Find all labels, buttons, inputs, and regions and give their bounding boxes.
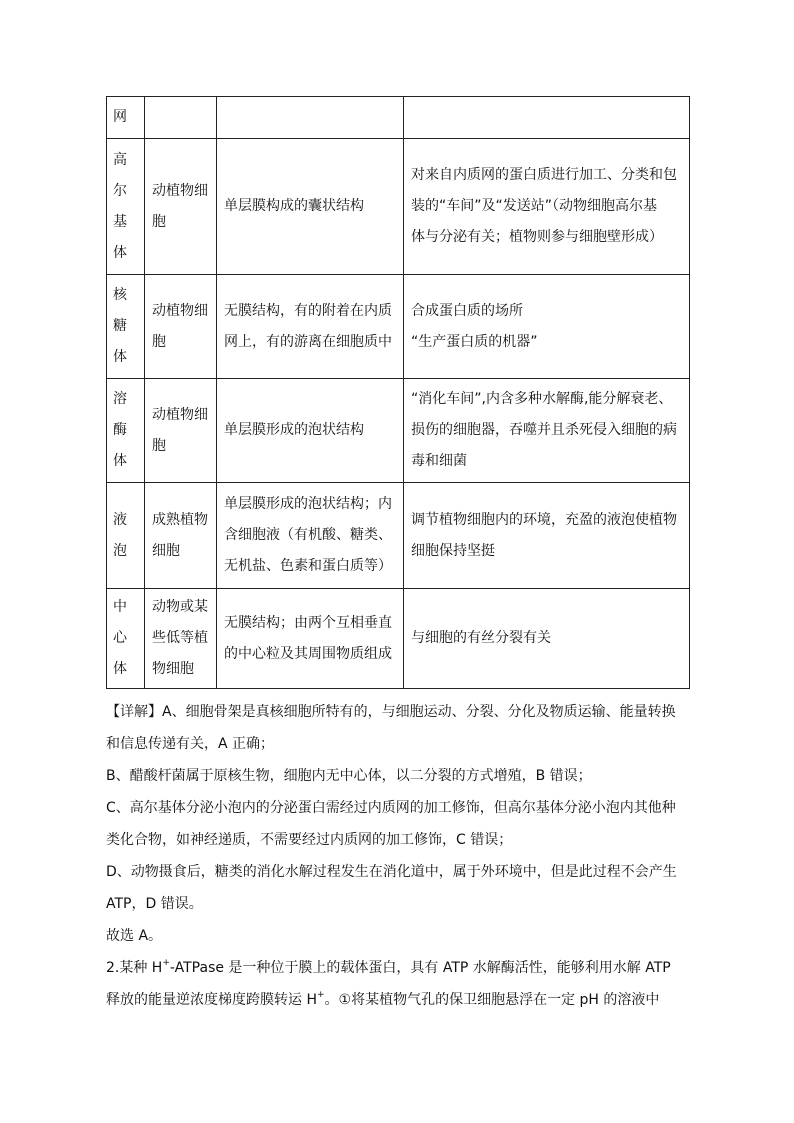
organelle-name bbox=[107, 97, 145, 139]
function-cell-line: 体与分泌有关；植物则参与细胞壁形成） bbox=[411, 229, 663, 245]
organelle-name-line: 核 bbox=[113, 287, 127, 303]
distribution-cell-line: 成熟植物 bbox=[152, 511, 208, 528]
q2-text: -ATPase 是一种位于膜上的载体蛋白，具有 ATP 水解酶活性，能够利用水解 ATP bbox=[169, 960, 671, 976]
distribution-cell-line: 动植物细 bbox=[152, 406, 208, 423]
function-cell-line: 细胞保持坚挺 bbox=[411, 542, 495, 559]
function-cell-line: 损伤的细胞器，吞噬并且杀死侵入细胞的病 bbox=[411, 422, 677, 438]
organelle-name-line: 中 bbox=[113, 599, 127, 615]
explanation-line: C、高尔基体分泌小泡内的分泌蛋白需经过内质网的加工修饰，但高尔基体分泌小泡内其他种 bbox=[106, 800, 676, 816]
table-row bbox=[107, 589, 690, 689]
function-cell bbox=[404, 589, 690, 689]
explanation-line: 和信息传递有关，A 正确； bbox=[106, 736, 275, 752]
distribution-cell bbox=[145, 379, 217, 483]
organelle-name bbox=[107, 589, 145, 689]
answer-line: 故选 A。 bbox=[106, 928, 163, 944]
distribution-cell-line: 动植物细 bbox=[152, 302, 208, 319]
distribution-cell-line: 动物或某 bbox=[152, 599, 208, 615]
organelle-name-line: 体 bbox=[113, 661, 127, 677]
organelle-name-line: 体 bbox=[113, 453, 127, 469]
q2-text: 2.某种 H bbox=[106, 960, 163, 976]
function-cell bbox=[404, 275, 690, 379]
organelle-name bbox=[107, 379, 145, 483]
organelle-name bbox=[107, 139, 145, 275]
distribution-cell-line: 胞 bbox=[152, 437, 166, 454]
superscript-plus: + bbox=[162, 958, 170, 969]
distribution-cell-line: 动植物细 bbox=[152, 182, 208, 199]
function-cell-line: 调节植物细胞内的环境，充盈的液泡使植物 bbox=[411, 511, 677, 528]
structure-cell bbox=[217, 379, 404, 483]
distribution-cell bbox=[145, 275, 217, 379]
organelle-name-line: 网 bbox=[113, 109, 127, 125]
structure-cell bbox=[217, 483, 404, 589]
structure-cell-line: 无膜结构，有的附着在内质 bbox=[224, 302, 392, 319]
explanation-line: 【详解】A、细胞骨架是真核细胞所特有的，与细胞运动、分裂、分化及物质运输、能量转换 bbox=[106, 704, 676, 720]
function-cell bbox=[404, 483, 690, 589]
distribution-cell-line: 些低等植 bbox=[152, 630, 208, 646]
function-cell-line: 对来自内质网的蛋白质进行加工、分类和包 bbox=[411, 167, 677, 183]
structure-cell-line: 含细胞液（有机酸、糖类、 bbox=[224, 527, 392, 543]
structure-cell-line: 网上，有的游离在细胞质中 bbox=[224, 333, 392, 350]
superscript-plus: + bbox=[316, 990, 325, 1001]
function-cell-line: 毒和细菌 bbox=[411, 453, 467, 469]
structure-cell bbox=[217, 275, 404, 379]
organelle-name-line: 体 bbox=[113, 349, 127, 365]
organelle-name-line: 泡 bbox=[113, 542, 127, 559]
organelle-name-line: 心 bbox=[113, 630, 127, 646]
explanation-text bbox=[106, 696, 690, 1016]
organelle-name-line: 溶 bbox=[113, 391, 127, 407]
table-row bbox=[107, 483, 690, 589]
explanation-line: B、醋酸杆菌属于原核生物，细胞内无中心体，以二分裂的方式增殖，B 错误； bbox=[106, 768, 592, 784]
table-row bbox=[107, 139, 690, 275]
organelle-name-line: 体 bbox=[113, 244, 127, 261]
structure-cell-line: 无机盐、色素和蛋白质等） bbox=[224, 558, 392, 574]
function-cell-line: 与细胞的有丝分裂有关 bbox=[411, 630, 551, 646]
q2-text: 。①将某植物气孔的保卫细胞悬浮在一定 pH 的溶液中 bbox=[324, 992, 660, 1008]
organelle-name-line: 尔 bbox=[113, 182, 127, 199]
distribution-cell bbox=[145, 589, 217, 689]
organelle-table bbox=[106, 96, 690, 689]
function-cell-line: “消化车间”,内含多种水解酶,能分解衰老、 bbox=[411, 391, 673, 407]
distribution-cell-line: 物细胞 bbox=[152, 661, 194, 677]
organelle-name bbox=[107, 483, 145, 589]
distribution-cell bbox=[145, 483, 217, 589]
question-2-line-1 bbox=[106, 952, 690, 984]
distribution-cell bbox=[145, 97, 217, 139]
distribution-cell bbox=[145, 139, 217, 275]
explanation-line: 类化合物，如神经递质，不需要经过内质网的加工修饰，C 错误； bbox=[106, 832, 513, 848]
structure-cell bbox=[217, 139, 404, 275]
table-row bbox=[107, 275, 690, 379]
organelle-name-line: 酶 bbox=[113, 422, 127, 438]
structure-cell bbox=[217, 589, 404, 689]
structure-cell-line: 的中心粒及其周围物质组成 bbox=[224, 645, 392, 662]
structure-cell-line: 单层膜形成的泡状结构；内 bbox=[224, 496, 392, 512]
function-cell-line: 装的“车间”及“发送站”（动物细胞高尔基 bbox=[411, 198, 658, 214]
organelle-name-line: 液 bbox=[113, 511, 127, 528]
function-cell bbox=[404, 379, 690, 483]
organelle-name bbox=[107, 275, 145, 379]
q2-text: 释放的能量逆浓度梯度跨膜转运 H bbox=[106, 992, 317, 1008]
distribution-cell-line: 细胞 bbox=[152, 542, 180, 559]
organelle-name-line: 基 bbox=[113, 213, 127, 230]
question-2-line-2 bbox=[106, 984, 690, 1016]
function-cell bbox=[404, 139, 690, 275]
organelle-name-line: 糖 bbox=[113, 318, 127, 334]
function-cell bbox=[404, 97, 690, 139]
structure-cell bbox=[217, 97, 404, 139]
function-cell-line: 合成蛋白质的场所 bbox=[411, 302, 523, 319]
explanation-line: D、动物摄食后，糖类的消化水解过程发生在消化道中，属于外环境中，但是此过程不会产生 bbox=[106, 864, 677, 880]
table-row bbox=[107, 379, 690, 483]
explanation-line: ATP，D 错误。 bbox=[106, 896, 203, 912]
distribution-cell-line: 胞 bbox=[152, 333, 166, 350]
organelle-name-line: 高 bbox=[113, 151, 127, 168]
distribution-cell-line: 胞 bbox=[152, 213, 166, 230]
function-cell-line: “生产蛋白质的机器” bbox=[411, 333, 538, 350]
structure-cell-line: 无膜结构；由两个互相垂直 bbox=[224, 614, 392, 631]
structure-cell-line: 单层膜形成的泡状结构 bbox=[224, 422, 364, 438]
structure-cell-line: 单层膜构成的囊状结构 bbox=[224, 198, 364, 214]
table-row bbox=[107, 97, 690, 139]
